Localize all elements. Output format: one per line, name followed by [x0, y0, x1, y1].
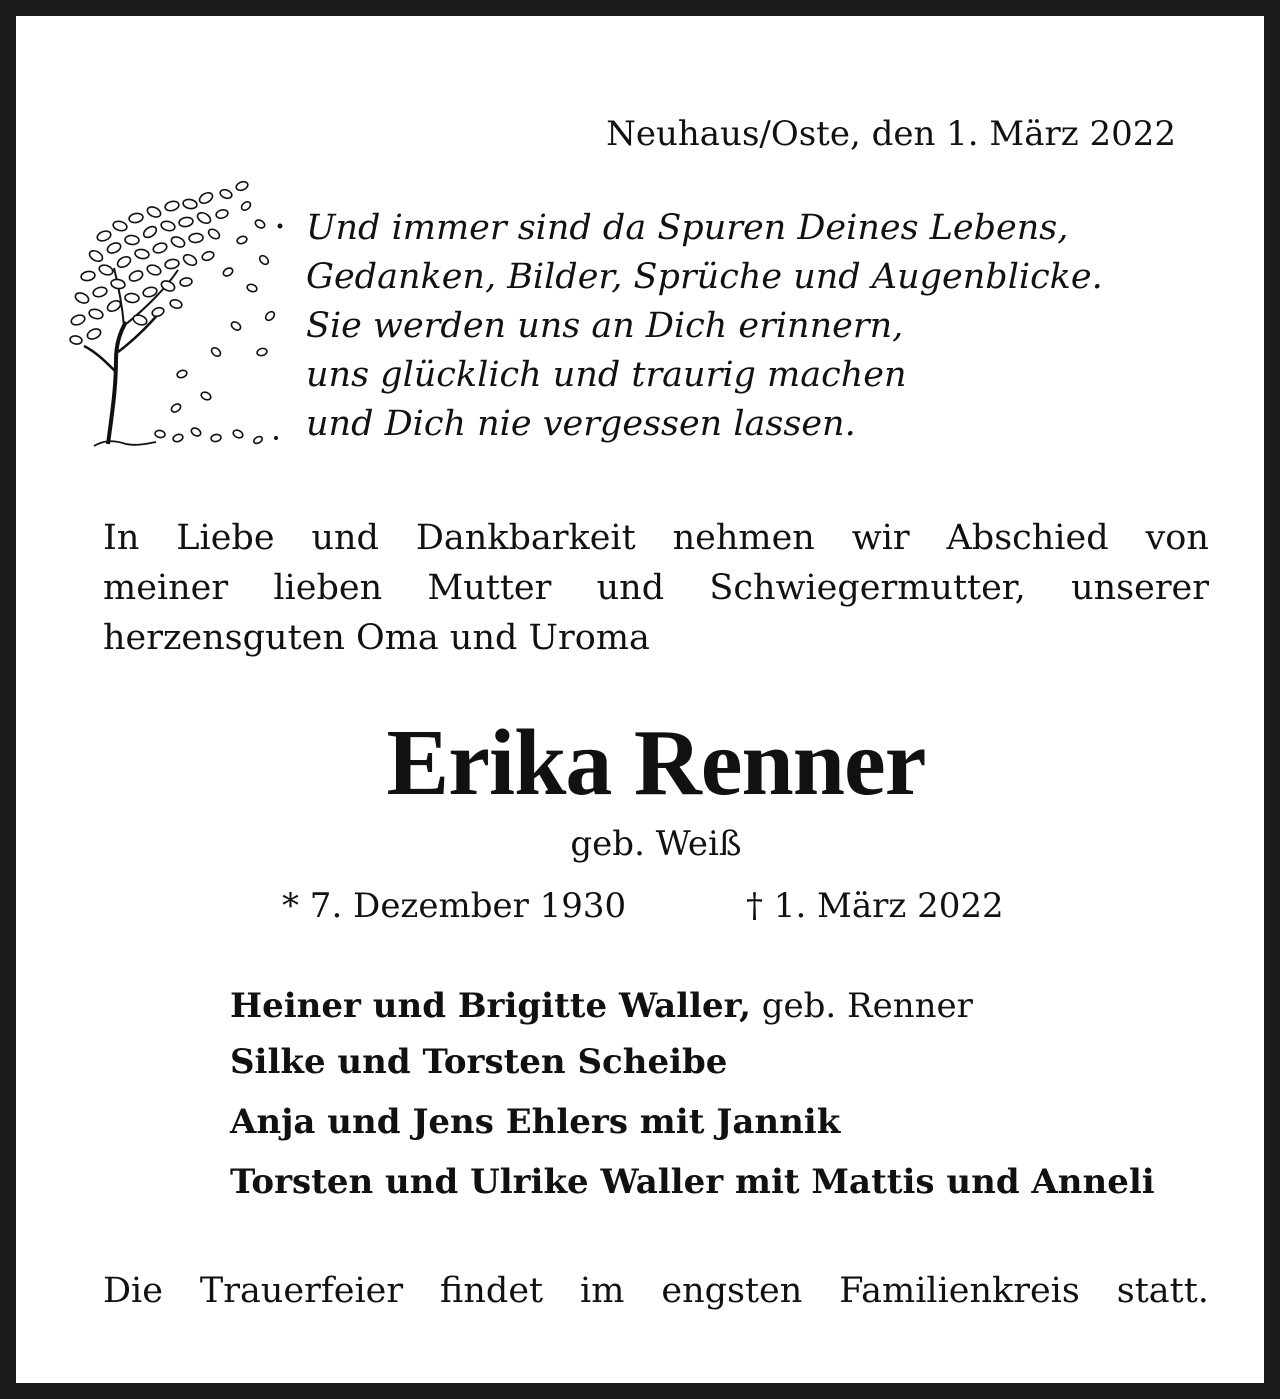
word: findet	[440, 1271, 544, 1311]
farewell-intro	[103, 513, 1209, 663]
word: Mutter	[427, 568, 552, 608]
word: Familienkreis	[839, 1271, 1080, 1311]
word: unserer	[1071, 568, 1209, 608]
windblown-tree-icon	[56, 176, 286, 456]
deceased-name: Erika Renner	[386, 711, 926, 815]
word: Abschied	[946, 518, 1109, 558]
word: nehmen	[672, 518, 815, 558]
word: und	[311, 518, 379, 558]
mourner-names: Anja und Jens Ehlers mit Jannik	[230, 1102, 841, 1142]
verse-line: und Dich nie vergessen lassen.	[306, 404, 856, 444]
funeral-note	[103, 1268, 1209, 1314]
word: Liebe	[176, 518, 275, 558]
mourner-names: Silke und Torsten Scheibe	[230, 1042, 728, 1082]
mourner-names: Torsten und Ulrike Waller mit Mattis und Anneli	[230, 1162, 1155, 1202]
mourner-names: Heiner und Brigitte Waller,	[230, 986, 751, 1026]
word: meiner	[103, 568, 229, 608]
word: In	[103, 518, 140, 558]
intro-line	[103, 513, 1209, 563]
word: Die	[103, 1271, 163, 1311]
word: lieben	[273, 568, 383, 608]
word: Schwiegermutter,	[709, 568, 1026, 608]
memorial-verse	[306, 204, 1103, 449]
mourner-entry	[230, 1040, 727, 1084]
verse-line: Und immer sind da Spuren Deines Lebens,	[306, 208, 1069, 248]
birth-date: * 7. Dezember 1930	[282, 886, 627, 926]
mourner-entry	[230, 984, 973, 1028]
word: engsten	[661, 1271, 803, 1311]
death-date: † 1. März 2022	[746, 886, 1004, 926]
mourner-entry	[230, 1160, 1155, 1204]
maiden-name: geb. Weiß	[570, 824, 742, 864]
word: von	[1145, 518, 1209, 558]
verse-line: Gedanken, Bilder, Sprüche und Augenblicke.	[306, 257, 1103, 297]
word: statt.	[1116, 1271, 1209, 1311]
intro-line	[103, 563, 1209, 613]
word: wir	[851, 518, 910, 558]
word: Dankbarkeit	[415, 518, 636, 558]
word: im	[580, 1271, 625, 1311]
mourner-entry	[230, 1100, 840, 1144]
verse-line: Sie werden uns an Dich erinnern,	[306, 306, 904, 346]
place-date: Neuhaus/Oste, den 1. März 2022	[606, 114, 1176, 154]
verse-line: uns glücklich und traurig machen	[306, 355, 907, 395]
word: und	[596, 568, 665, 608]
word: Trauerfeier	[199, 1271, 404, 1311]
intro-line: herzensguten Oma und Uroma	[103, 618, 650, 658]
mourner-note: geb. Renner	[750, 986, 973, 1026]
